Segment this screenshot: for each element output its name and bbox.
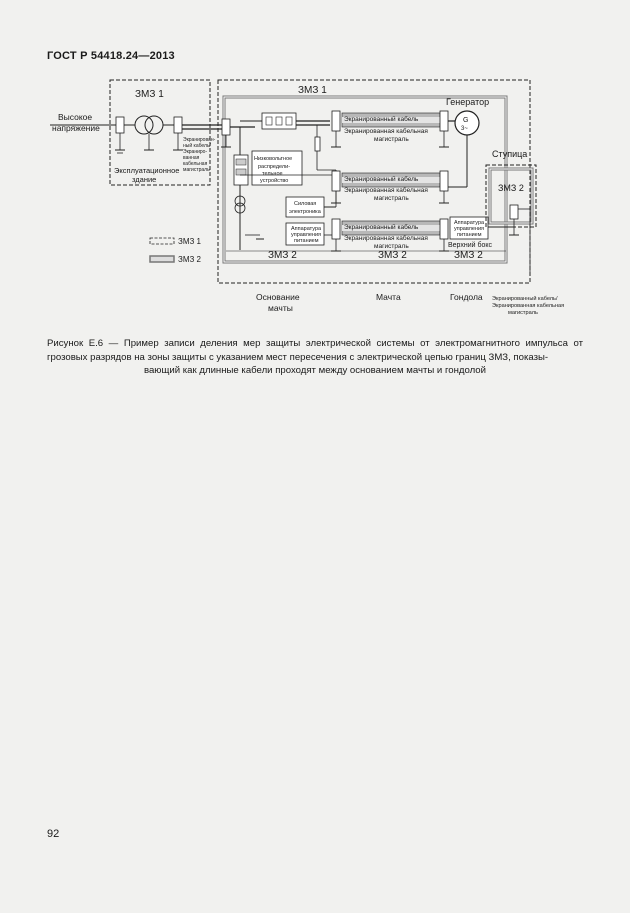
zmz1-main-label: ЗМЗ 1 bbox=[298, 85, 327, 96]
control-equipment-base-label-1: Аппаратура bbox=[291, 226, 322, 232]
spd-box-hub bbox=[510, 205, 518, 219]
generator-symbol-g: G bbox=[463, 117, 469, 124]
zmz2-base-label: ЗМЗ 2 bbox=[268, 250, 297, 261]
legend-dashed-swatch bbox=[150, 238, 174, 244]
power-electronics-label-1: Силовая bbox=[294, 201, 317, 207]
operational-building-label-1: Эксплуатационное bbox=[114, 166, 180, 175]
shielded-cable-small-4: ванная bbox=[183, 155, 200, 161]
control-equipment-base-label-3: питанием bbox=[294, 238, 319, 244]
tower-label: Мачта bbox=[376, 292, 401, 302]
base-label-1: Основание bbox=[256, 292, 300, 302]
spd-box-cable3-left bbox=[332, 219, 340, 239]
cable1-label-1: Экранированный кабель bbox=[344, 116, 419, 123]
lv-switchgear-label-2: распредели- bbox=[258, 164, 291, 170]
caption-line-2: вающий как длинные кабели проходят между основанием мачты и гондолой bbox=[143, 365, 487, 376]
figure-caption bbox=[47, 337, 583, 378]
cable3-label-2: Экранированная кабельная bbox=[344, 235, 428, 242]
generator-symbol-3ph: 3~ bbox=[461, 126, 468, 132]
caption-line-1: Рисунок Е.6 — Пример записи деления мер защиты электрической системы от электромагнитного импульса от грозовых разрядов на зоны защиты с указанием мест пересечения с электрической цепью границ ЗМЗ, показы- bbox=[47, 338, 583, 363]
shielded-cable-small-3: Экраниро- bbox=[183, 149, 208, 155]
control-equipment-nacelle-label-2: управления bbox=[454, 226, 484, 232]
transformer-coil-1 bbox=[135, 116, 153, 134]
operational-building-label-2: здание bbox=[132, 175, 157, 184]
spd-box-cable2-left bbox=[332, 171, 340, 191]
zmz2-hub-label: ЗМЗ 2 bbox=[498, 183, 524, 193]
control-equipment-nacelle-label-3: питанием bbox=[457, 232, 482, 238]
base-label-2: мачты bbox=[268, 303, 293, 313]
nacelle-label: Гондола bbox=[450, 292, 483, 302]
cable1-label-2: Экранированная кабельная bbox=[344, 128, 428, 135]
transformer-coil-2 bbox=[145, 116, 163, 134]
cable3-label-1: Экранированный кабель bbox=[344, 224, 419, 231]
lv-switchgear-label-3: тельное bbox=[262, 171, 283, 177]
zmz2-tower-label: ЗМЗ 2 bbox=[378, 250, 407, 261]
high-voltage-label-1: Высокое bbox=[58, 112, 93, 122]
zmz1-building-label: ЗМЗ 1 bbox=[135, 89, 164, 100]
shielded-cable-small-5: кабельная bbox=[183, 161, 208, 167]
cable1-label-3: магистраль bbox=[374, 136, 409, 143]
generator-label: Генератор bbox=[446, 97, 490, 107]
lightning-protection-zones-diagram bbox=[40, 75, 600, 325]
cable2-label-3: магистраль bbox=[374, 195, 409, 202]
spd-box-cable3-right bbox=[440, 219, 448, 239]
top-box-label: Верхний бокс bbox=[448, 242, 493, 249]
shielded-cable-bottom-label-3: магистраль bbox=[508, 310, 538, 316]
spd-box-cable1-right bbox=[440, 111, 448, 131]
hub-label: Ступица bbox=[492, 149, 528, 159]
control-equipment-base-label-2: управления bbox=[291, 232, 321, 238]
lv-switchgear-label-1: Низковольтное bbox=[254, 156, 293, 162]
cable2-label-1: Экранированный кабель bbox=[344, 176, 419, 183]
zmz2-nacelle-label: ЗМЗ 2 bbox=[454, 250, 483, 261]
spd-box-cable2-right bbox=[440, 171, 448, 191]
shielded-cable-small-6: магистраль bbox=[183, 167, 210, 173]
cable2-label-2: Экранированная кабельная bbox=[344, 187, 428, 194]
power-electronics-label-2: электроника bbox=[289, 209, 321, 215]
spd-box-base-entry bbox=[222, 119, 230, 135]
high-voltage-label-2: напряжение bbox=[52, 123, 100, 133]
shielded-cable-bottom-label-1: Экранированный кабель/ bbox=[492, 296, 558, 302]
shielded-cable-small-2: ный кабель/ bbox=[183, 143, 211, 149]
cable3-label-3: магистраль bbox=[374, 243, 409, 250]
shielded-cable-bottom-label-2: Экранированная кабельная bbox=[492, 303, 565, 309]
lv-switchgear-label-4: устройство bbox=[260, 178, 289, 184]
control-equipment-nacelle-label-1: Аппаратура bbox=[454, 220, 485, 226]
shielded-cable-small-1: Экранирован- bbox=[183, 137, 216, 143]
page-number: 92 bbox=[47, 828, 60, 840]
legend-solid-swatch bbox=[150, 256, 174, 262]
legend-solid-label: ЗМЗ 2 bbox=[178, 255, 201, 264]
document-header: ГОСТ Р 54418.24—2013 bbox=[47, 50, 175, 62]
legend-dashed-label: ЗМЗ 1 bbox=[178, 237, 201, 246]
switchgear-breakers bbox=[262, 113, 296, 129]
spd-box-cable1-left bbox=[332, 111, 340, 131]
spd-box-building-out bbox=[174, 117, 182, 133]
spd-box-hv bbox=[116, 117, 124, 133]
fuse-element bbox=[315, 137, 320, 151]
